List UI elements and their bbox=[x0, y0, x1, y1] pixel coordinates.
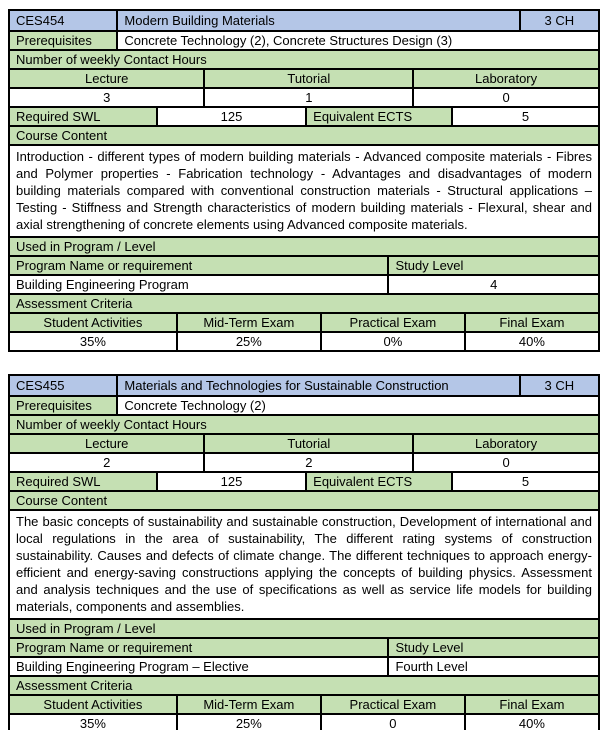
used-in-program-label: Used in Program / Level bbox=[10, 620, 598, 637]
course-table-ces454 bbox=[8, 9, 600, 352]
course-content-header-row bbox=[10, 490, 598, 509]
laboratory-hours-value: 0 bbox=[412, 454, 598, 471]
course-code: CES454 bbox=[10, 11, 116, 30]
assessment-criteria-row bbox=[10, 293, 598, 312]
course-title: Materials and Technologies for Sustainable Construction bbox=[116, 376, 518, 395]
course-content-header-row bbox=[10, 125, 598, 144]
credit-hours-badge: 3 CH bbox=[519, 376, 598, 395]
credit-hours-badge: 3 CH bbox=[519, 11, 598, 30]
contact-hours-values-row bbox=[10, 87, 598, 106]
contact-hours-values-row bbox=[10, 452, 598, 471]
lecture-hours-value: 3 bbox=[103, 89, 111, 105]
program-header-row bbox=[10, 637, 598, 656]
lecture-header: Lecture bbox=[10, 70, 203, 87]
prerequisites-label: Prerequisites bbox=[10, 32, 116, 49]
laboratory-header: Laboratory bbox=[412, 70, 598, 87]
course-content-label: Course Content bbox=[10, 127, 598, 144]
lecture-hours-value: 2 bbox=[103, 454, 111, 470]
contact-hours-section-label: Number of weekly Contact Hours bbox=[10, 51, 598, 68]
course-title: Modern Building Materials bbox=[116, 11, 518, 30]
final-exam-value: 40% bbox=[464, 715, 598, 730]
final-exam-value: 40% bbox=[464, 333, 598, 350]
program-values-row bbox=[10, 274, 598, 293]
required-swl-label: Required SWL bbox=[10, 473, 156, 490]
contact-hours-section-row bbox=[10, 49, 598, 68]
practical-exam-value: 0% bbox=[320, 333, 464, 350]
laboratory-hours-value: 0 bbox=[412, 89, 598, 106]
study-level-header: Study Level bbox=[387, 639, 598, 656]
equivalent-ects-label: Equivalent ECTS bbox=[305, 108, 451, 125]
prerequisites-value: Concrete Technology (2), Concrete Structures Design (3) bbox=[116, 32, 598, 49]
prerequisites-value: Concrete Technology (2) bbox=[116, 397, 598, 414]
program-values-row bbox=[10, 656, 598, 675]
midterm-exam-value: 25% bbox=[176, 715, 320, 730]
final-exam-header: Final Exam bbox=[464, 696, 598, 713]
program-header-row bbox=[10, 255, 598, 274]
program-name-value: Building Engineering Program – Elective bbox=[16, 658, 249, 674]
midterm-exam-header: Mid-Term Exam bbox=[176, 696, 320, 713]
equivalent-ects-value: 5 bbox=[451, 108, 598, 125]
course-content-text: The basic concepts of sustainability and sustainable construction, Development of international and local regulations in the area of sustainability, The different rating systems of construction sustainability. Causes and defects of climate change. The different techniques to approach energy-efficient and energy-saving constructions applying the concepts of building physics. Assessment and analysis techniques and the use of specifications as well as service life models for building materials, components and assemblies. bbox=[16, 514, 592, 614]
program-name-value: Building Engineering Program bbox=[16, 276, 189, 292]
student-activities-header: Student Activities bbox=[10, 696, 176, 713]
contact-hours-header-row bbox=[10, 68, 598, 87]
program-name-header: Program Name or requirement bbox=[10, 257, 387, 274]
required-swl-value: 125 bbox=[156, 108, 305, 125]
course-table-ces455 bbox=[8, 374, 600, 730]
assessment-values-row bbox=[10, 331, 598, 350]
midterm-exam-header: Mid-Term Exam bbox=[176, 314, 320, 331]
lecture-header: Lecture bbox=[10, 435, 203, 452]
practical-exam-header: Practical Exam bbox=[320, 696, 464, 713]
practical-exam-header: Practical Exam bbox=[320, 314, 464, 331]
program-name-header: Program Name or requirement bbox=[10, 639, 387, 656]
final-exam-header: Final Exam bbox=[464, 314, 598, 331]
student-activities-value: 35% bbox=[79, 715, 106, 730]
student-activities-value: 35% bbox=[79, 333, 106, 349]
assessment-criteria-label: Assessment Criteria bbox=[10, 295, 598, 312]
required-swl-label: Required SWL bbox=[10, 108, 156, 125]
course-content-row bbox=[10, 144, 598, 236]
course-content-row bbox=[10, 509, 598, 618]
used-in-program-label: Used in Program / Level bbox=[10, 238, 598, 255]
used-in-program-row bbox=[10, 618, 598, 637]
study-level-header: Study Level bbox=[387, 257, 598, 274]
assessment-header-row bbox=[10, 312, 598, 331]
prerequisites-label: Prerequisites bbox=[10, 397, 116, 414]
equivalent-ects-label: Equivalent ECTS bbox=[305, 473, 451, 490]
assessment-criteria-label: Assessment Criteria bbox=[10, 677, 598, 694]
course-content-text: Introduction - different types of modern building materials - Advanced composite materials - Fibres and Polymer properties - Fabrication technology - Advantages and disadvantages of modern building materials compared with conventional construction materials - Structural applications – Testing - Stiffness and Strength characteristics of modern building materials - Flexural, shear and axial strengthening of concrete elements using Advanced composite materials. bbox=[16, 149, 592, 232]
study-level-value: 4 bbox=[387, 276, 598, 293]
swl-ects-row bbox=[10, 471, 598, 490]
required-swl-value: 125 bbox=[156, 473, 305, 490]
prerequisites-row bbox=[10, 30, 598, 49]
prerequisites-row bbox=[10, 395, 598, 414]
study-level-value: Fourth Level bbox=[387, 658, 598, 675]
laboratory-header: Laboratory bbox=[412, 435, 598, 452]
midterm-exam-value: 25% bbox=[176, 333, 320, 350]
tutorial-hours-value: 2 bbox=[203, 454, 412, 471]
contact-hours-section-label: Number of weekly Contact Hours bbox=[10, 416, 598, 433]
student-activities-header: Student Activities bbox=[10, 314, 176, 331]
course-header-row bbox=[10, 11, 598, 30]
course-content-label: Course Content bbox=[10, 492, 598, 509]
contact-hours-header-row bbox=[10, 433, 598, 452]
assessment-values-row bbox=[10, 713, 598, 730]
course-code: CES455 bbox=[10, 376, 116, 395]
assessment-header-row bbox=[10, 694, 598, 713]
used-in-program-row bbox=[10, 236, 598, 255]
equivalent-ects-value: 5 bbox=[451, 473, 598, 490]
swl-ects-row bbox=[10, 106, 598, 125]
tutorial-hours-value: 1 bbox=[203, 89, 412, 106]
course-header-row bbox=[10, 376, 598, 395]
tutorial-header: Tutorial bbox=[203, 70, 412, 87]
assessment-criteria-row bbox=[10, 675, 598, 694]
practical-exam-value: 0 bbox=[320, 715, 464, 730]
tutorial-header: Tutorial bbox=[203, 435, 412, 452]
contact-hours-section-row bbox=[10, 414, 598, 433]
